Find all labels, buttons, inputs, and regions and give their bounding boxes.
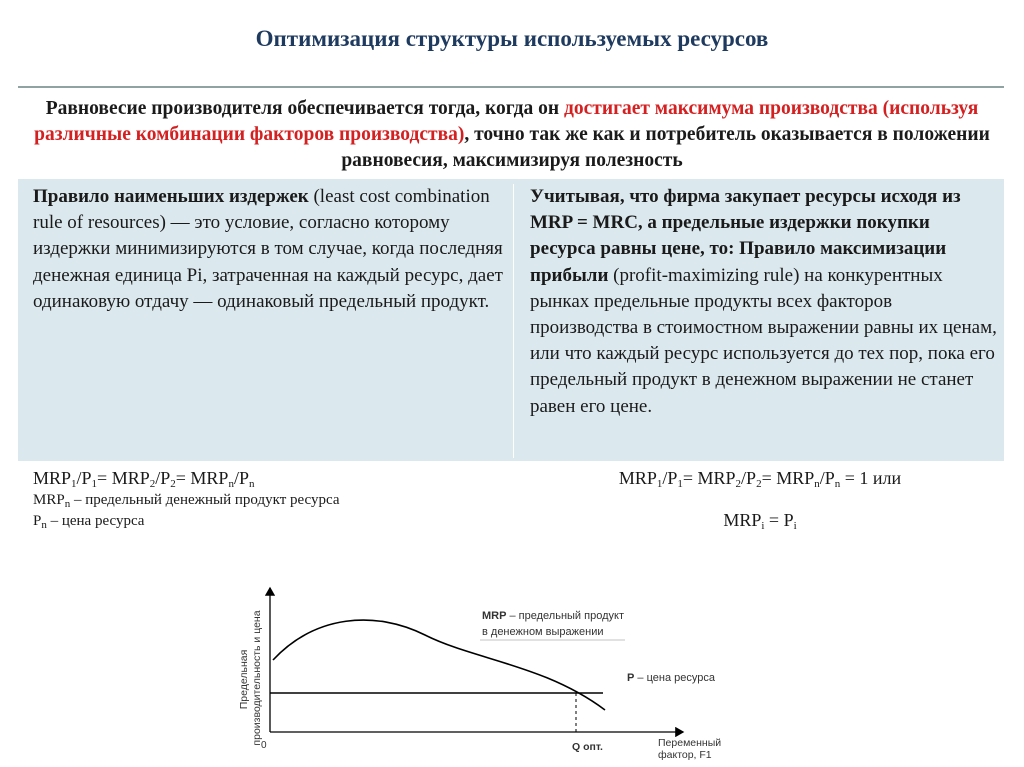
intro-highlight-1: достигает максимума производства <box>564 98 878 119</box>
price-legend: $P_n$ – цена ресурса <box>33 513 145 531</box>
mrp-legend: $MRP_n$ – предельный денежный продукт ресурса <box>33 492 340 510</box>
profit-max-rule-title: Учитывая, что фирма закупает ресурсы исходя из MRP = MRC, а предельные издержки покупки ресурса равны цене, то: Правило максимизации прибыли <box>530 186 961 286</box>
profit-max-formula-block <box>520 466 1000 532</box>
least-cost-rule-title: Правило наименьших издержек <box>33 186 309 207</box>
least-cost-formula-block <box>33 466 503 532</box>
q-opt-label: Q опт. <box>572 741 603 753</box>
origin-label: 0 <box>261 740 267 751</box>
column-separator <box>513 184 514 458</box>
profit-max-formula: $MRP_1/P_1= MRP_2/P_2= MRP_n/P_n = 1$ или <box>618 468 902 490</box>
least-cost-rule <box>33 184 505 315</box>
profit-max-rule-text: (profit-maximizing rule) на конкурентных рынках предельные продукты всех факторов производства в стоимостном выражении равны их ценам, или что каждый ресурс используется до тех пор, пока его предельный продукт в денежном выражении не станет равен его цене. <box>530 264 997 417</box>
y-axis-label: Предельная производительность и цена <box>238 610 263 746</box>
mrp-label: MRP – предельный продукт <box>482 610 624 622</box>
least-cost-rule-text: (least cost combination rule of resources) — это условие, согласно которому издержки минимизируются в том случае, когда последняя денежная единица Pi, затраченная на каждый ресурс, дает одинаковую отдачу — одинаковый предельный продукт. <box>33 186 503 312</box>
intro-highlight-2: (используя различные комбинации факторов производства) <box>34 98 979 145</box>
title-divider <box>18 86 1004 88</box>
price-label: P – цена ресурса <box>627 672 715 684</box>
profit-max-rule <box>530 184 1000 420</box>
mrp-price-diagram <box>225 560 765 767</box>
mrp-label-line2: в денежном выражении <box>482 626 604 638</box>
x-axis-label: Переменный фактор, F1 <box>658 737 722 761</box>
intro-part3: , точно так же как и потребитель оказывается в положении равновесия, максимизируя полезность <box>341 124 990 171</box>
intro-part1: Равновесие производителя обеспечивается тогда, когда он <box>45 98 564 119</box>
mrp-equals-price-formula: $MRP_i = P_i$ <box>723 510 797 532</box>
least-cost-formula: $MRP_1/P_1= MRP_2/P_2= MRP_n/P_n$ <box>33 468 255 490</box>
intro-paragraph <box>28 96 996 174</box>
slide-title: Оптимизация структуры используемых ресурсов <box>255 26 769 51</box>
